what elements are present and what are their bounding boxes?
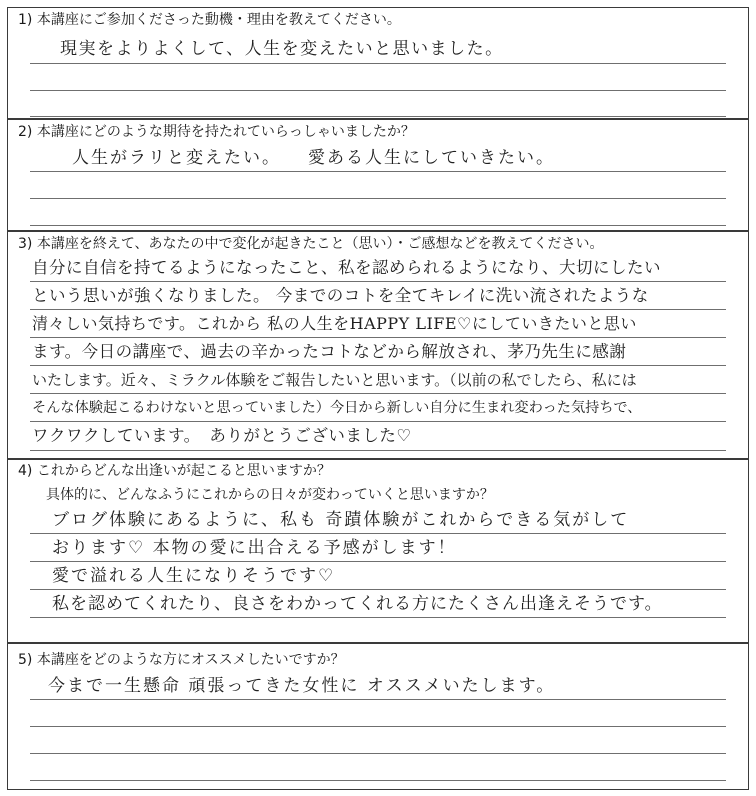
section-2: [7, 118, 749, 232]
answer-3-line-6: そんな体験起こるわけないと思っていました）今日から新しい自分に生まれ変わった気持ちで、: [32, 400, 642, 416]
answer-4-line-3: 愛で溢れる人生になりそうです♡: [52, 566, 336, 586]
ruled-line: [30, 726, 726, 727]
question-3: 3) 本講座を終えて、あなたの中で変化が起きたこと（思い）・ご感想などを教えてください。: [18, 236, 604, 252]
ruled-line: [30, 393, 726, 394]
answer-3-line-3: 清々しい気持ちです。これから 私の人生をHAPPY LIFE♡にしていきたいと思い: [32, 314, 637, 333]
ruled-line: [30, 589, 726, 590]
answer-4-line-4: 私を認めてくれたり、良さをわかってくれる方にたくさん出逢えそうです。: [52, 594, 663, 614]
ruled-line: [30, 337, 726, 338]
answer-3-line-5: いたします。近々、ミラクル体験をご報告したいと思います。（以前の私でしたら、私には: [32, 371, 637, 389]
question-4: 4) これからどんな出逢いが起こると思いますか？: [18, 463, 331, 479]
answer-4-line-2: おります♡ 本物の愛に出合える予感がします！: [52, 538, 457, 558]
ruled-line: [30, 116, 726, 117]
section-3: [7, 230, 749, 460]
answer-4-line-1: ブログ体験にあるように、私も 奇蹟体験がこれからできる気がして: [52, 510, 630, 530]
answer-1-line-1: 現実をよりよくして、人生を変えたいと思いました。: [60, 39, 504, 59]
ruled-line: [30, 450, 726, 451]
ruled-line: [30, 90, 726, 91]
ruled-line: [30, 281, 726, 282]
ruled-line: [30, 63, 726, 64]
ruled-line: [30, 780, 726, 781]
answer-3-line-7: ワクワクしています。 ありがとうございました♡: [32, 426, 412, 445]
ruled-line: [30, 533, 726, 534]
section-4: [7, 458, 749, 644]
ruled-line: [30, 171, 726, 172]
ruled-line: [30, 309, 726, 310]
answer-3-line-1: 自分に自信を持てるようになったこと、私を認められるようになり、大切にしたい: [32, 258, 661, 277]
answer-5-line-1: 今まで一生懸命 頑張ってきた女性に オススメいたします。: [48, 676, 556, 696]
answer-3-line-4: ます。今日の講座で、過去の辛かったコトなどから解放され、茅乃先生に感謝: [32, 342, 627, 361]
ruled-line: [30, 421, 726, 422]
answer-2-part-1: 人生がラリと変えたい。: [72, 148, 281, 168]
ruled-line: [30, 225, 726, 226]
answer-2-part-2: 愛ある人生にしていきたい。: [308, 148, 555, 168]
ruled-line: [30, 561, 726, 562]
question-4-detail: 具体的に、どんなふうにこれからの日々が変わっていくと思いますか？: [46, 487, 494, 503]
section-5: [7, 642, 749, 790]
ruled-line: [30, 753, 726, 754]
ruled-line: [30, 699, 726, 700]
question-1: 1) 本講座にご参加くださった動機・理由を教えてください。: [18, 12, 401, 28]
ruled-line: [30, 198, 726, 199]
question-5: 5) 本講座をどのような方にオススメしたいですか？: [18, 652, 345, 668]
question-2: 2) 本講座にどのような期待を持たれていらっしゃいましたか？: [18, 124, 415, 140]
ruled-line: [30, 365, 726, 366]
ruled-line: [30, 617, 726, 618]
answer-3-line-2: という思いが強くなりました。 今までのコトを全てキレイに洗い流されたような: [32, 286, 649, 305]
section-1: [7, 7, 749, 120]
